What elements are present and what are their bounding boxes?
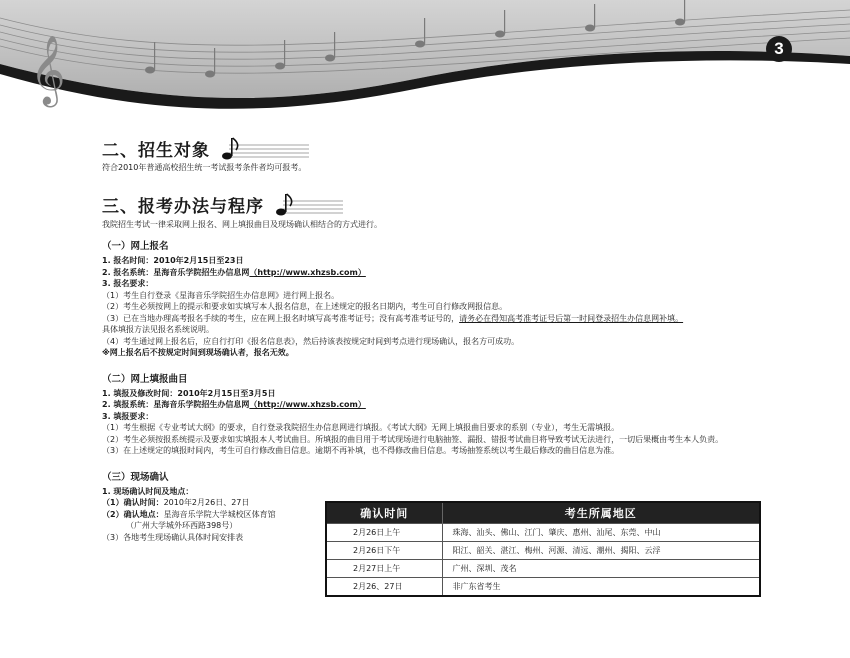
requirement-3-underlined: 请务必在得知高考准考证号后第一时间登录招生办信息网补填。	[459, 313, 684, 323]
repertoire-requirement-1: （1）考生根据《专业考试大纲》的要求，自行登录我院招生办信息网进行填报。《考试大纲》无网上填报曲目要求的系别（专业），考生无需填报。	[102, 423, 620, 432]
music-note-icon	[273, 192, 343, 218]
registration-system	[102, 267, 762, 279]
repertoire-filing-heading: （二）网上填报曲目	[102, 373, 188, 385]
repertoire-system-link[interactable]: （http://www.xhzsb.com）	[249, 400, 366, 409]
svg-text:𝄞: 𝄞	[30, 35, 66, 105]
column-header-time: 确认时间	[326, 502, 442, 524]
table-row	[326, 560, 760, 578]
onsite-place-label: （2）确认地点：	[102, 509, 164, 519]
cell-time: 2月26日上午	[326, 524, 442, 542]
page-number-badge: 3	[766, 36, 792, 62]
repertoire-filing-time: 1. 填报及修改时间：2010年2月15日至3月5日	[102, 388, 276, 398]
repertoire-filing-system	[102, 399, 762, 411]
onsite-time-label: （1）确认时间：	[102, 498, 164, 507]
onsite-place	[102, 509, 327, 521]
registration-system-label: 2. 报名系统：星海音乐学院招生办信息网	[102, 267, 250, 277]
table-row	[326, 542, 760, 560]
repertoire-requirement-2: （2）考生必须按报系统提示及要求如实填报本人考试曲目。所填报的曲目用于考试现场进行电脑抽签、漏报、错报考试曲目将导致考试无法进行，一切后果概由考生本人负责。	[102, 434, 724, 444]
table-row	[326, 524, 760, 542]
section-title-text: 二、招生对象	[102, 141, 210, 161]
onsite-place-value: 星海音乐学院大学城校区体育馆	[163, 509, 276, 519]
onsite-confirmation-block	[102, 486, 762, 616]
registration-requirement-3	[102, 313, 754, 325]
registration-requirement-4: （4）考生通过网上报名后，应自行打印《报名信息表》，然后持该表按规定时间到考点进行现场确认，报名方可成功。	[102, 336, 520, 346]
requirement-3-text: （3）已在当地办理高考报名手续的考生，应在网上报名时填写高考准考证号；没有高考准考证号的，	[102, 313, 460, 323]
header-music-wave-decoration	[0, 0, 850, 140]
cell-region: 广州、深圳、茂名	[442, 560, 760, 578]
main-content	[102, 132, 762, 616]
column-header-region: 考生所属地区	[442, 502, 760, 524]
section-title-application-procedure	[102, 192, 762, 218]
table-header-row	[326, 502, 760, 524]
onsite-time-value: 2010年2月26日、27日	[163, 498, 250, 507]
cell-region: 珠海、汕头、佛山、江门、肇庆、惠州、汕尾、东莞、中山	[442, 524, 760, 542]
registration-warning: ※网上报名后不按规定时间到现场确认者，报名无效。	[102, 348, 294, 357]
procedure-intro: 我院招生考试一律采取网上报名、网上填报曲目及现场确认相结合的方式进行。	[102, 219, 382, 229]
section-title-enrollment-target	[102, 136, 762, 162]
registration-method-note: 具体填报方法见报名系统说明。	[102, 325, 214, 334]
registration-requirement-2: （2）考生必须按网上的提示和要求如实填写本人报名信息，在上述规定的报名日期内，考生可自行修改网报信息。	[102, 302, 508, 311]
cell-region: 阳江、韶关、湛江、梅州、河源、清远、潮州、揭阳、云浮	[442, 542, 760, 560]
onsite-confirmation-heading: （三）现场确认	[102, 471, 169, 483]
onsite-schedule-note: （3）各地考生现场确认具体时间安排表	[102, 532, 244, 542]
onsite-address: （广州大学城外环西路398号）	[126, 521, 238, 530]
registration-system-link[interactable]: （http://www.xhzsb.com）	[249, 267, 366, 277]
confirmation-schedule-table	[325, 501, 761, 597]
cell-time: 2月26、27日	[326, 578, 442, 596]
repertoire-requirement-3: （3）在上述规定的填报时间内，考生可自行修改曲目信息。逾期不再补填，也不得修改曲目信息。考场抽签系统以考生最后修改的曲目信息为准。	[102, 446, 620, 455]
cell-time: 2月26日下午	[326, 542, 442, 560]
onsite-time	[102, 497, 327, 509]
music-note-icon	[219, 136, 309, 162]
repertoire-requirements-heading: 3. 填报要求：	[102, 411, 154, 421]
section-title-text: 三、报考办法与程序	[102, 196, 264, 217]
enrollment-target-text: 符合2010年普通高校招生统一考试报考条件者均可报考。	[102, 163, 307, 172]
registration-time: 1. 报名时间：2010年2月15日至23日	[102, 256, 244, 265]
registration-requirement-1: （1）考生自行登录《星海音乐学院招生办信息网》进行网上报名。	[102, 290, 340, 300]
cell-time: 2月27日上午	[326, 560, 442, 578]
registration-requirements-heading: 3. 报名要求：	[102, 279, 154, 288]
onsite-details	[102, 486, 327, 544]
cell-region: 非广东省考生	[442, 578, 760, 596]
table-row	[326, 578, 760, 596]
onsite-time-place-heading: 1. 现场确认时间及地点：	[102, 486, 194, 496]
online-registration-heading: （一）网上报名	[102, 241, 169, 252]
repertoire-system-label: 2. 填报系统：星海音乐学院招生办信息网	[102, 400, 250, 409]
